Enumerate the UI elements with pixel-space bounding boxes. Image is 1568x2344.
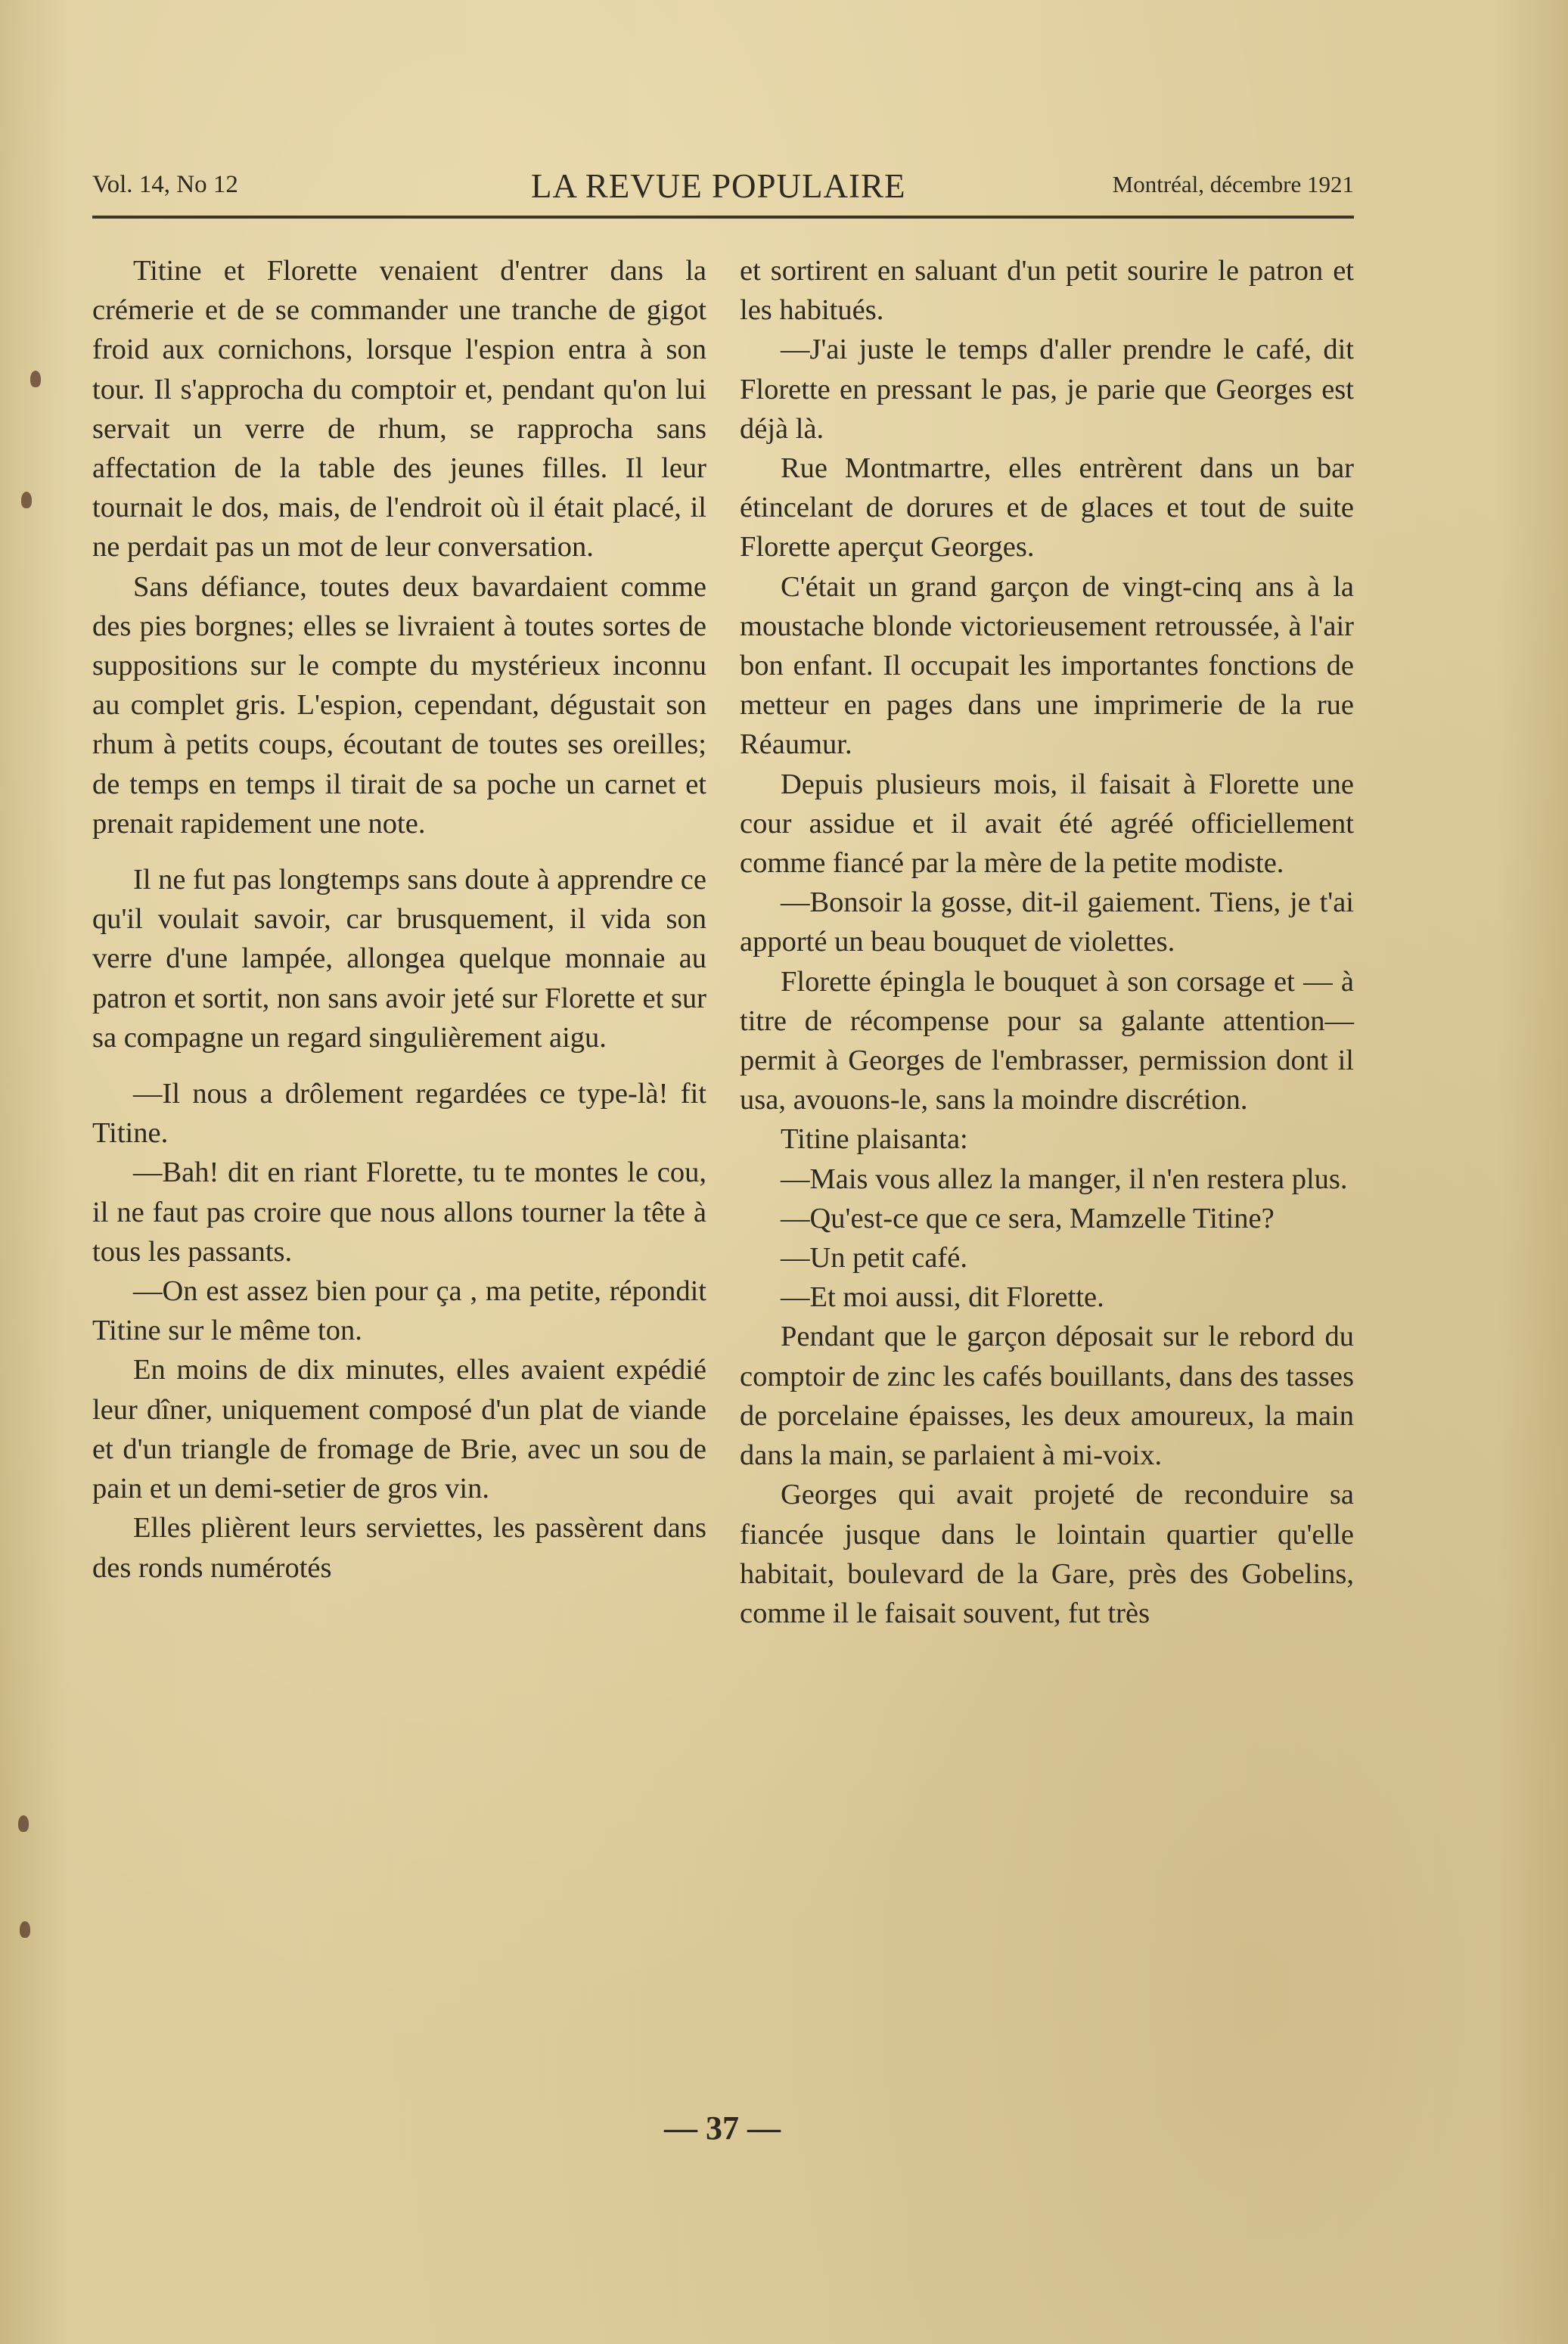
paragraph: —Et moi aussi, dit Florette. [781, 1281, 1104, 1314]
paragraph: C'était un grand garçon de vingt-cinq ans à la moustache blonde victorieusement retroussée, à l'air bon enfant. Il occupait les importantes fonctions de metteur en pages dans une imprimerie de la rue Réaumur. [740, 570, 1354, 761]
place-date: Montréal, décembre 1921 [1112, 171, 1354, 197]
paragraph: —On est assez bien pour ça , ma petite, répondit Titine sur le même ton. [92, 1275, 706, 1347]
paragraph: —Bah! dit en riant Florette, tu te montes le cou, il ne faut pas croire que nous allons tourner la tête à tous les passants. [92, 1156, 706, 1268]
journal-title: LA REVUE POPULAIRE [531, 167, 906, 205]
paragraph: Rue Montmartre, elles entrèrent dans un bar étincelant de dorures et de glaces et tout de suite Florette aperçut Georges. [740, 452, 1354, 563]
paragraph: —Qu'est-ce que ce sera, Mamzelle Titine? [781, 1202, 1275, 1234]
paragraph: et sortirent en saluant d'un petit sourire le patron et les habitués. [740, 255, 1354, 327]
paragraph: —Un petit café. [781, 1242, 967, 1274]
paragraph: Elles plièrent leurs serviettes, les passèrent dans des ronds numérotés [92, 1512, 706, 1584]
paragraph: —Il nous a drôlement regardées ce type-là! fit Titine. [92, 1078, 706, 1150]
paragraph: Titine et Florette venaient d'entrer dans la crémerie et de se commander une tranche de gigot froid aux cornichons, lorsque l'espion entra à son tour. Il s'approcha du comptoir et, pendant qu'on lui servait un verre de rhum, se rapprocha sans affectation de la table des jeunes filles. Il leur tournait le dos, mais, de l'endroit où il était placé, il ne perdait pas un mot de leur conversation. [92, 255, 706, 563]
paragraph: —J'ai juste le temps d'aller prendre le café, dit Florette en pressant le pas, je parie que Georges est déjà là. [740, 334, 1354, 445]
left-column [92, 251, 706, 1588]
binding-mark [21, 492, 32, 508]
paragraph: Sans défiance, toutes deux bavardaient comme des pies borgnes; elles se livraient à toutes sortes de suppositions sur le compte du mystérieux inconnu au complet gris. L'espion, cependant, dégustait son rhum à petits coups, écoutant de toutes ses oreilles; de temps en temps il tirait de sa poche un carnet et prenait rapidement une note. [92, 570, 706, 840]
binding-mark [30, 371, 41, 387]
right-column [740, 251, 1354, 1633]
paragraph: Il ne fut pas longtemps sans doute à apprendre ce qu'il voulait savoir, car brusquement, il vida son verre d'une lampée, allongea quelque monnaie au patron et sortit, non sans avoir jeté sur Florette et sur sa compagne un regard singulièrement aigu. [92, 864, 706, 1054]
volume-number: Vol. 14, No 12 [92, 171, 238, 198]
page-number: — 37 — [664, 2110, 781, 2147]
paragraph: —Mais vous allez la manger, il n'en restera plus. [781, 1163, 1348, 1195]
paragraph: Georges qui avait projeté de reconduire sa fiancée jusque dans le lointain quartier qu'elle habitait, boulevard de la Gare, près des Gobelins, comme il le faisait souvent, fut très [740, 1479, 1354, 1629]
paragraph: Depuis plusieurs mois, il faisait à Florette une cour assidue et il avait été agréé officiellement comme fiancé par la mère de la petite modiste. [740, 768, 1354, 880]
paragraph: Titine plaisanta: [781, 1123, 968, 1156]
binding-mark [18, 1815, 29, 1832]
binding-mark [20, 1921, 30, 1938]
paragraph: —Bonsoir la gosse, dit-il gaiement. Tiens, je t'ai apporté un beau bouquet de violettes. [740, 886, 1354, 958]
paragraph: Pendant que le garçon déposait sur le rebord du comptoir de zinc les cafés bouillants, dans des tasses de porcelaine épaisses, les deux amoureux, la main dans la main, se parlaient à mi-voix. [740, 1321, 1354, 1472]
paragraph: En moins de dix minutes, elles avaient expédié leur dîner, uniquement composé d'un plat de viande et d'un triangle de fromage de Brie, avec un sou de pain et un demi-setier de gros vin. [92, 1354, 706, 1505]
running-header [92, 166, 1354, 212]
header-rule [92, 216, 1354, 219]
paragraph: Florette épingla le bouquet à son corsage et — à titre de récompense pour sa galante attention—permit à Georges de l'embrasser, permission dont il usa, avouons-le, sans la moindre discrétion. [740, 965, 1354, 1116]
